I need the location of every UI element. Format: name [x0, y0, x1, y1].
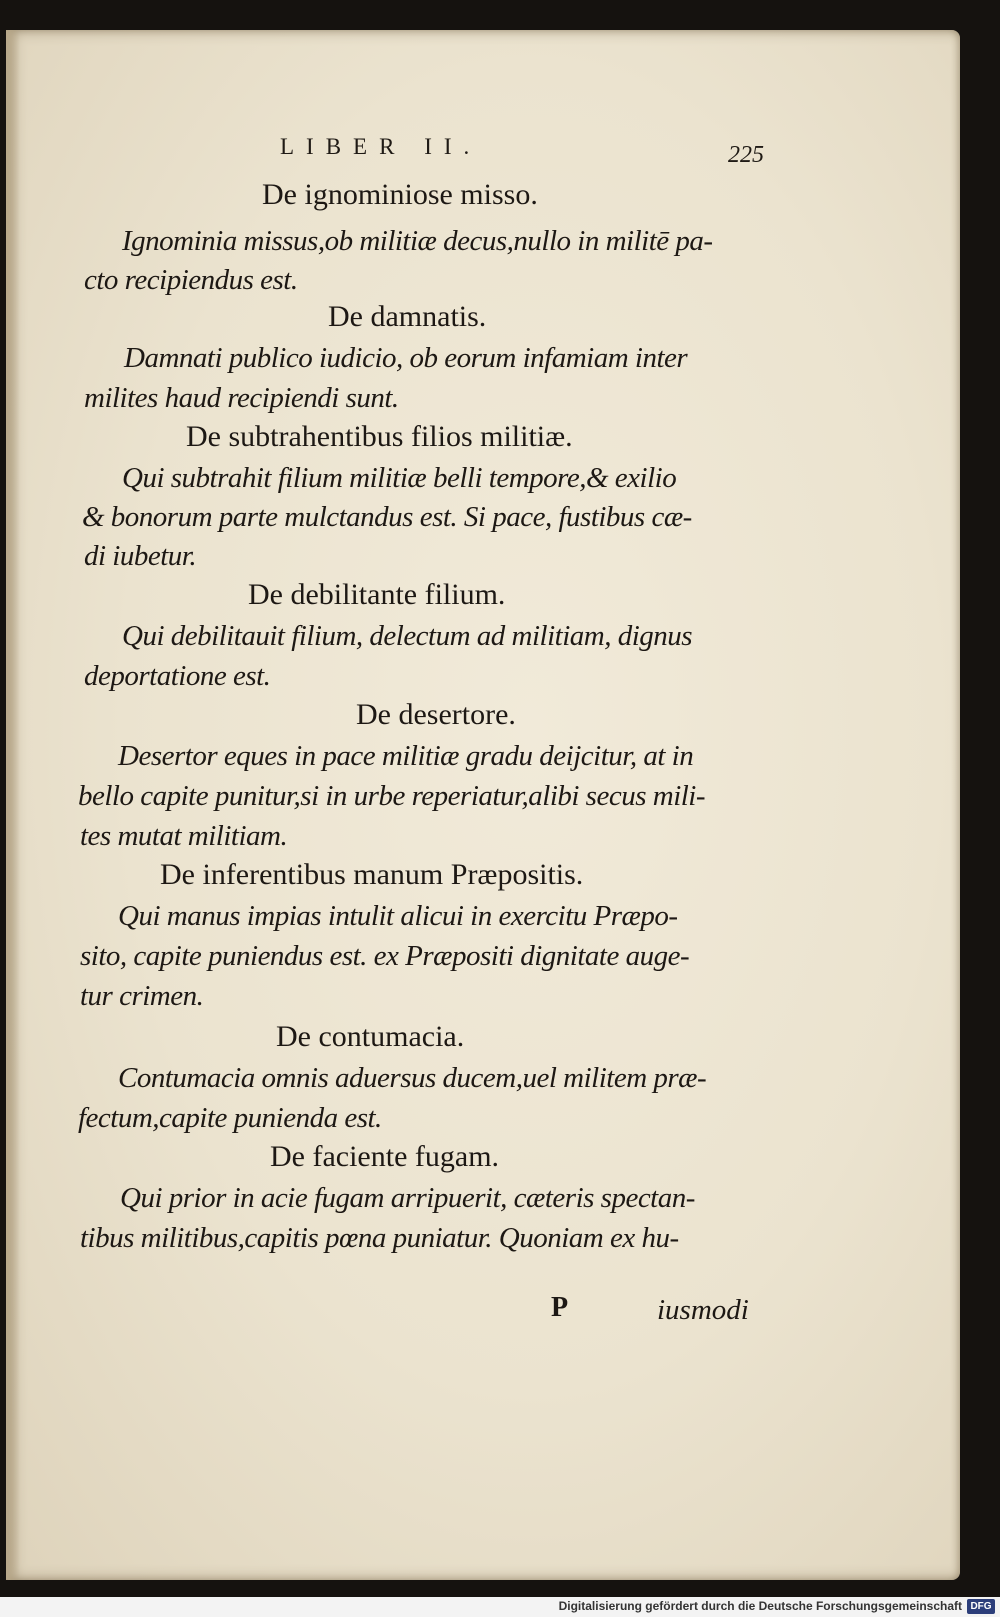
text-line: Qui subtrahit filium militiæ belli tempore,& exilio: [122, 462, 677, 494]
text-line: milites haud recipiendi sunt.: [84, 382, 399, 414]
text-line: Qui manus impias intulit alicui in exercitu Præpo-: [118, 900, 678, 932]
section-heading: De faciente fugam.: [270, 1140, 500, 1173]
footer-credit: Digitalisierung gefördert durch die Deutsche Forschungsgemeinschaft: [558, 1599, 962, 1613]
section-heading: De ignominiose misso.: [262, 178, 538, 211]
text-line: tes mutat militiam.: [80, 820, 288, 852]
text-line: Ignominia missus,ob militiæ decus,nullo in militē pa-: [122, 225, 713, 257]
text-line: & bonorum parte mulctandus est. Si pace, fustibus cæ-: [82, 501, 692, 533]
text-line: Qui debilitauit filium, delectum ad militiam, dignus: [122, 620, 693, 652]
text-line: cto recipiendus est.: [84, 264, 298, 296]
dfg-logo: DFG: [967, 1599, 995, 1614]
catchword: iusmodi: [657, 1294, 749, 1326]
section-heading: De damnatis.: [328, 300, 487, 333]
text-line: sito, capite puniendus est. ex Præpositi dignitate auge-: [80, 940, 690, 972]
section-heading: De debilitante filium.: [248, 578, 506, 611]
page-gutter-shadow: [6, 30, 20, 1580]
section-heading: De subtrahentibus filios militiæ.: [186, 420, 573, 453]
text-line: fectum,capite punienda est.: [78, 1102, 382, 1134]
text-line: tur crimen.: [80, 980, 204, 1012]
text-line: tibus militibus,capitis pœna puniatur. Quoniam ex hu-: [80, 1222, 679, 1254]
text-line: Desertor eques in pace militiæ gradu deijcitur, at in: [118, 740, 694, 772]
text-line: Contumacia omnis aduersus ducem,uel militem præ-: [118, 1062, 707, 1094]
section-heading: De contumacia.: [276, 1020, 465, 1053]
text-line: Qui prior in acie fugam arripuerit, cæteris spectan-: [120, 1182, 695, 1214]
signature-mark: P: [551, 1292, 569, 1323]
text-line: di iubetur.: [84, 540, 197, 572]
text-line: bello capite punitur,si in urbe reperiatur,alibi secus mili-: [78, 780, 706, 812]
section-heading: De inferentibus manum Præpositis.: [160, 858, 584, 891]
text-line: deportatione est.: [84, 660, 271, 692]
running-head: LIBER II.: [280, 134, 482, 159]
text-line: Damnati publico iudicio, ob eorum infamiam inter: [124, 342, 688, 374]
footer-bar: [0, 1597, 1000, 1617]
section-heading: De desertore.: [356, 698, 516, 731]
page-number: 225: [728, 142, 764, 168]
